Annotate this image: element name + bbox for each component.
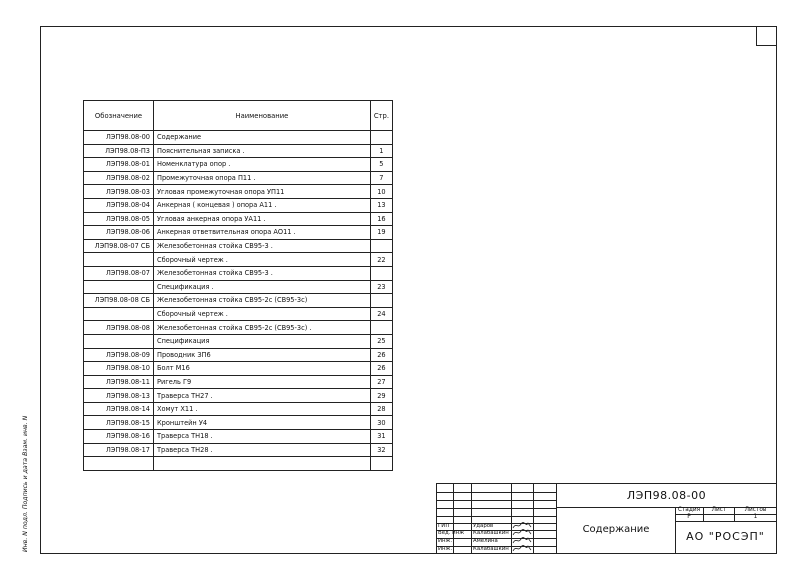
row-code: ЛЭП98.08-14 xyxy=(84,402,154,416)
sheets-value: 1 xyxy=(735,514,776,522)
table-row xyxy=(84,212,393,226)
table-row xyxy=(84,144,393,158)
row-name: Проводник ЗП6 xyxy=(154,348,371,362)
table-row xyxy=(84,321,393,335)
row-code: ЛЭП98.08-17 xyxy=(84,443,154,457)
row-page: 13 xyxy=(370,198,392,212)
row-code: ЛЭП98.08-10 xyxy=(84,362,154,376)
organization-name: АО "РОСЭП" xyxy=(686,530,765,543)
row-page: 27 xyxy=(370,375,392,389)
row-code: ЛЭП98.08-02 xyxy=(84,171,154,185)
signature-row xyxy=(437,538,557,546)
table-row xyxy=(84,402,393,416)
row-code: ЛЭП98.08-13 xyxy=(84,389,154,403)
row-page: 19 xyxy=(370,226,392,240)
row-code: ЛЭП98.08-П3 xyxy=(84,144,154,158)
row-code: ЛЭП98.08-03 xyxy=(84,185,154,199)
row-code: ЛЭП98.08-05 xyxy=(84,212,154,226)
row-code xyxy=(84,280,154,294)
row-code: ЛЭП98.08-07 xyxy=(84,266,154,280)
table-row xyxy=(84,443,393,457)
table-row xyxy=(84,158,393,172)
row-page xyxy=(370,321,392,335)
sheets-label: Листов xyxy=(735,507,776,515)
document-code: ЛЭП98.08-00 xyxy=(557,484,776,508)
row-code: ЛЭП98.08-11 xyxy=(84,375,154,389)
row-name: Траверса ТН18 . xyxy=(154,430,371,444)
row-page: 26 xyxy=(370,362,392,376)
stage-label: Стадия xyxy=(675,507,704,515)
table-row xyxy=(84,375,393,389)
table-row xyxy=(84,416,393,430)
signature-role: Вед. инж xyxy=(438,530,465,536)
signature-role: Инж. xyxy=(438,546,453,552)
table-row xyxy=(84,294,393,308)
stage-box xyxy=(675,507,776,521)
row-name: Железобетонная стойка СВ95-2с (СВ95-3с) . xyxy=(154,321,371,335)
row-name: Железобетонная стойка СВ95-3 . xyxy=(154,266,371,280)
table-row xyxy=(84,334,393,348)
row-name: Ригель Г9 xyxy=(154,375,371,389)
table-row xyxy=(84,253,393,267)
sheet-label: Лист xyxy=(704,507,735,515)
row-name: Болт М16 xyxy=(154,362,371,376)
row-name: Угловая промежуточная опора УП11 xyxy=(154,185,371,199)
row-page: 29 xyxy=(370,389,392,403)
row-name: Пояснительная записка . xyxy=(154,144,371,158)
header-name: Наименование xyxy=(154,101,371,131)
handwritten-signature xyxy=(512,544,532,553)
table-body xyxy=(84,131,393,471)
row-name: Сборочный чертеж . xyxy=(154,307,371,321)
row-name xyxy=(154,457,371,471)
row-code: ЛЭП98.08-00 xyxy=(84,131,154,145)
row-code xyxy=(84,334,154,348)
row-name: Угловая анкерная опора УА11 . xyxy=(154,212,371,226)
table-row xyxy=(84,457,393,471)
table-row xyxy=(84,307,393,321)
header-page: Стр. xyxy=(370,101,392,131)
row-code xyxy=(84,457,154,471)
row-name: Железобетонная стойка СВ95-2с (СВ95-3с) xyxy=(154,294,371,308)
row-code: ЛЭП98.08-01 xyxy=(84,158,154,172)
row-code: ЛЭП98.08-15 xyxy=(84,416,154,430)
signature-name: Калабашкин xyxy=(473,530,509,536)
row-name: Спецификация xyxy=(154,334,371,348)
row-code: ЛЭП98.08-08 xyxy=(84,321,154,335)
row-name: Хомут Х11 . xyxy=(154,402,371,416)
table-row xyxy=(84,266,393,280)
table-row xyxy=(84,239,393,253)
document-title: Содержание xyxy=(557,507,676,553)
table-row xyxy=(84,185,393,199)
row-code: ЛЭП98.08-04 xyxy=(84,198,154,212)
table-row xyxy=(84,171,393,185)
stage-value: Р xyxy=(675,514,704,522)
signature-name: Ударов xyxy=(473,523,494,529)
signature-name: Калабашкин xyxy=(473,546,509,552)
sidebar-stamp-text: Инв. N подл. Подпись и дата Взам. инв. N xyxy=(22,415,29,552)
table-row xyxy=(84,348,393,362)
signature-row xyxy=(437,546,557,554)
row-page xyxy=(370,266,392,280)
row-page xyxy=(370,294,392,308)
signature-grid xyxy=(437,484,557,553)
row-page: 24 xyxy=(370,307,392,321)
row-page: 28 xyxy=(370,402,392,416)
table-row xyxy=(84,280,393,294)
row-code: ЛЭП98.08-09 xyxy=(84,348,154,362)
row-page: 23 xyxy=(370,280,392,294)
row-page: 25 xyxy=(370,334,392,348)
row-page: 32 xyxy=(370,443,392,457)
row-name: Анкерная ( концевая ) опора А11 . xyxy=(154,198,371,212)
row-name: Сборочный чертеж . xyxy=(154,253,371,267)
table-row xyxy=(84,226,393,240)
row-code xyxy=(84,253,154,267)
row-page: 10 xyxy=(370,185,392,199)
signature-role: ГИП xyxy=(438,523,450,529)
row-page: 26 xyxy=(370,348,392,362)
row-page: 16 xyxy=(370,212,392,226)
signature-name: Амелина xyxy=(473,538,498,544)
signature-role: Инж. xyxy=(438,538,453,544)
row-code: ЛЭП98.08-06 xyxy=(84,226,154,240)
table-header-row xyxy=(84,101,393,131)
row-name: Железобетонная стойка СВ95-3 . xyxy=(154,239,371,253)
row-page: 22 xyxy=(370,253,392,267)
row-name: Содержание xyxy=(154,131,371,145)
row-name: Кронштейн У4 xyxy=(154,416,371,430)
signature-row xyxy=(437,530,557,538)
row-page xyxy=(370,239,392,253)
frame-corner-box xyxy=(756,26,777,46)
row-page: 31 xyxy=(370,430,392,444)
title-block xyxy=(436,483,777,554)
row-name: Номенклатура опор . xyxy=(154,158,371,172)
table-row xyxy=(84,362,393,376)
row-page: 30 xyxy=(370,416,392,430)
row-code: ЛЭП98.08-08 СБ xyxy=(84,294,154,308)
row-page: 5 xyxy=(370,158,392,172)
table-row xyxy=(84,198,393,212)
row-page: 7 xyxy=(370,171,392,185)
row-page xyxy=(370,131,392,145)
table-row xyxy=(84,131,393,145)
row-page: 1 xyxy=(370,144,392,158)
contents-table xyxy=(83,100,393,471)
row-name: Траверса ТН28 . xyxy=(154,443,371,457)
row-name: Спецификация . xyxy=(154,280,371,294)
row-code: ЛЭП98.08-16 xyxy=(84,430,154,444)
row-code xyxy=(84,307,154,321)
header-code: Обозначение xyxy=(84,101,154,131)
row-name: Траверса ТН27 . xyxy=(154,389,371,403)
table-row xyxy=(84,430,393,444)
row-name: Промежуточная опора П11 . xyxy=(154,171,371,185)
row-code: ЛЭП98.08-07 СБ xyxy=(84,239,154,253)
table-row xyxy=(84,389,393,403)
row-name: Анкерная ответвительная опора АО11 . xyxy=(154,226,371,240)
row-page xyxy=(370,457,392,471)
